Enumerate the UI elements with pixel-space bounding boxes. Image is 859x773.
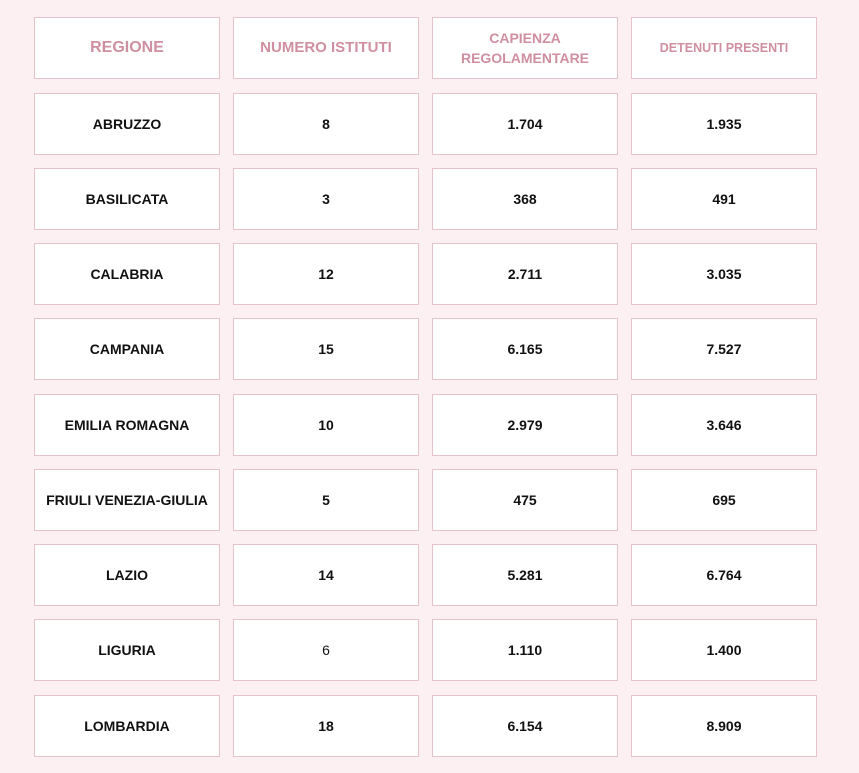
cell-detenuti: 491 [631, 168, 817, 230]
cell-regione: FRIULI VENEZIA-GIULIA [34, 469, 220, 531]
cell-detenuti: 3.035 [631, 243, 817, 305]
cell-numero-istituti: 10 [233, 394, 419, 456]
cell-regione: LAZIO [34, 544, 220, 606]
cell-regione: LOMBARDIA [34, 695, 220, 757]
cell-numero-istituti: 14 [233, 544, 419, 606]
cell-regione: BASILICATA [34, 168, 220, 230]
cell-numero-istituti: 8 [233, 93, 419, 155]
regional-prison-table [34, 17, 817, 757]
cell-regione: CALABRIA [34, 243, 220, 305]
cell-detenuti: 695 [631, 469, 817, 531]
cell-detenuti: 3.646 [631, 394, 817, 456]
cell-capienza: 6.154 [432, 695, 618, 757]
cell-regione: LIGURIA [34, 619, 220, 681]
cell-capienza: 475 [432, 469, 618, 531]
cell-capienza: 2.979 [432, 394, 618, 456]
cell-regione: EMILIA ROMAGNA [34, 394, 220, 456]
cell-numero-istituti: 15 [233, 318, 419, 380]
cell-numero-istituti: 6 [233, 619, 419, 681]
cell-detenuti: 1.400 [631, 619, 817, 681]
cell-capienza: 5.281 [432, 544, 618, 606]
cell-numero-istituti: 12 [233, 243, 419, 305]
cell-detenuti: 1.935 [631, 93, 817, 155]
cell-regione: ABRUZZO [34, 93, 220, 155]
cell-numero-istituti: 3 [233, 168, 419, 230]
header-regione: REGIONE [34, 17, 220, 79]
cell-numero-istituti: 5 [233, 469, 419, 531]
header-capienza-regolamentare: CAPIENZA REGOLAMENTARE [432, 17, 618, 79]
cell-capienza: 6.165 [432, 318, 618, 380]
cell-capienza: 1.110 [432, 619, 618, 681]
cell-capienza: 368 [432, 168, 618, 230]
cell-capienza: 1.704 [432, 93, 618, 155]
cell-regione: CAMPANIA [34, 318, 220, 380]
cell-numero-istituti: 18 [233, 695, 419, 757]
header-detenuti-presenti: DETENUTI PRESENTI [631, 17, 817, 79]
cell-detenuti: 7.527 [631, 318, 817, 380]
cell-detenuti: 8.909 [631, 695, 817, 757]
cell-capienza: 2.711 [432, 243, 618, 305]
cell-detenuti: 6.764 [631, 544, 817, 606]
header-numero-istituti: NUMERO ISTITUTI [233, 17, 419, 79]
